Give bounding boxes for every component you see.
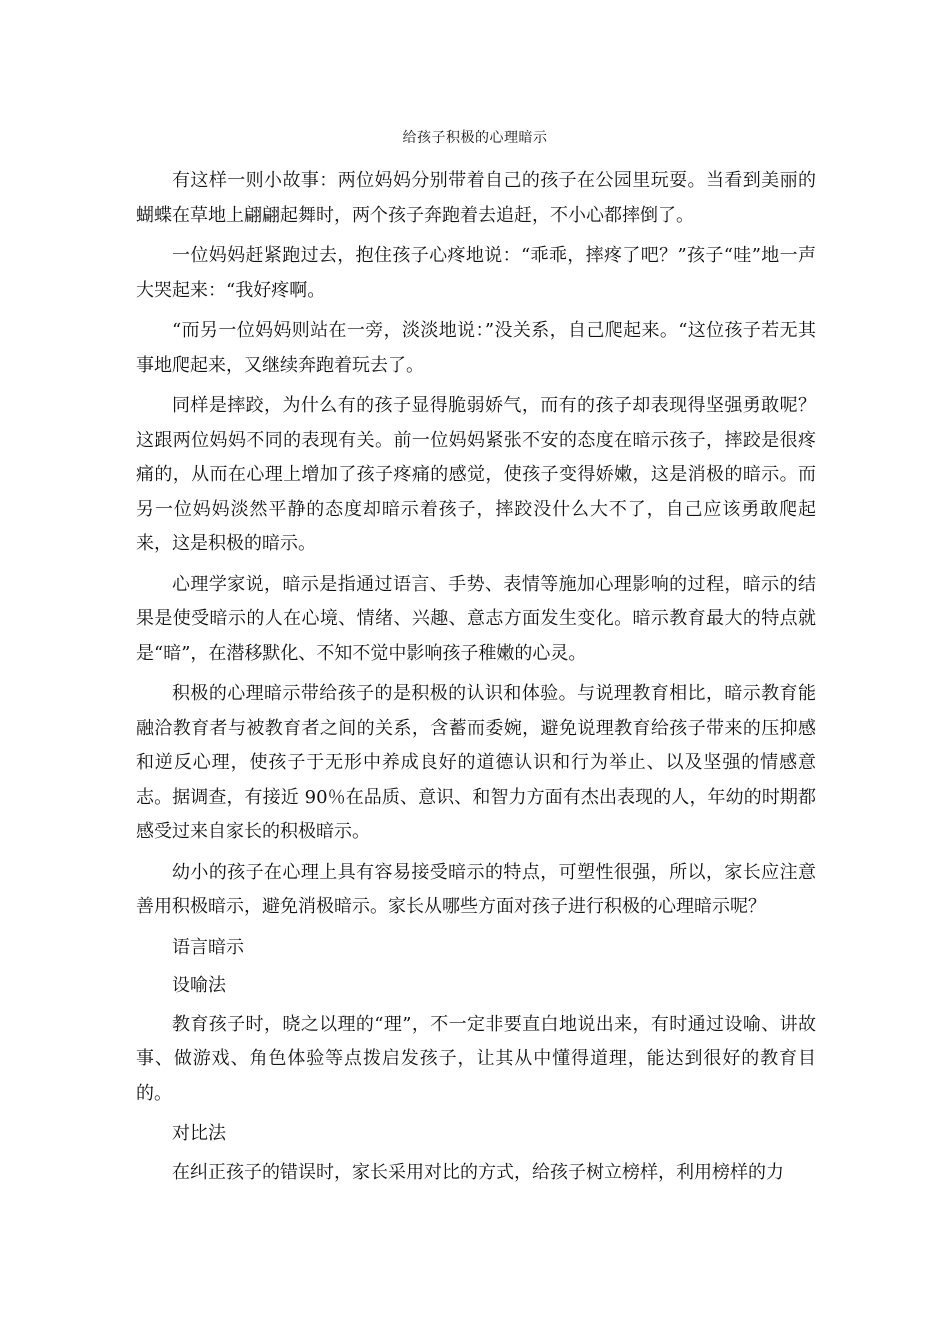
paragraph-second-mother: “而另一位妈妈则站在一旁，淡淡地说：”没关系，自己爬起来。“这位孩子若无其事地爬起来，又继续奔跑着玩去了。 <box>136 320 816 376</box>
paragraph-story-intro: 有这样一则小故事：两位妈妈分别带着自己的孩子在公园里玩耍。当看到美丽的蝴蝶在草地上翩翩起舞时，两个孩子奔跑着去追赶，不小心都摔倒了。 <box>136 170 816 226</box>
subsection-heading-metaphor: 设喻法 <box>172 975 226 996</box>
paragraph-positive-suggestion: 积极的心理暗示带给孩子的是积极的认识和体验。与说理教育相比，暗示教育能融洽教育者与被教育者之间的关系，含蓄而委婉，避免说理教育给孩子带来的压抑感和逆反心理，使孩子于无形中养成良好的道德认识和行为举止、以及坚强的情感意志。据调查，有接近 90％在品质、意识、和智力方面有杰出表现的人，年幼的时期都感受过来自家长的积极暗示。 <box>136 683 816 842</box>
paragraph-comparison: 同样是摔跤，为什么有的孩子显得脆弱娇气，而有的孩子却表现得坚强勇敢呢？这跟两位妈妈不同的表现有关。前一位妈妈紧张不安的态度在暗示孩子，摔跤是很疼痛的，从而在心理上增加了孩子疼痛的感觉，使孩子变得娇嫩，这是消极的暗示。而另一位妈妈淡然平静的态度却暗示着孩子，摔跤没什么大不了，自己应该勇敢爬起来，这是积极的暗示。 <box>136 395 816 554</box>
paragraph-contrast: 在纠正孩子的错误时，家长采用对比的方式，给孩子树立榜样，利用榜样的力 <box>172 1161 784 1183</box>
paragraph-young-children: 幼小的孩子在心理上具有容易接受暗示的特点，可塑性很强，所以，家长应注意善用积极暗示，避免消极暗示。家长从哪些方面对孩子进行积极的心理暗示呢？ <box>136 861 816 917</box>
paragraph-metaphor: 教育孩子时，晓之以理的“理”，不一定非要直白地说出来，有时通过设喻、讲故事、做游戏、角色体验等点拨启发孩子，让其从中懂得道理，能达到很好的教育目的。 <box>136 1013 816 1104</box>
section-heading-language: 语言暗示 <box>172 936 244 958</box>
subsection-heading-contrast: 对比法 <box>172 1123 226 1144</box>
paragraph-first-mother: 一位妈妈赶紧跑过去，抱住孩子心疼地说：“乖乖，摔疼了吧？”孩子“哇”地一声大哭起来：“我好疼啊。 <box>136 245 816 301</box>
paragraph-psychologist: 心理学家说，暗示是指通过语言、手势、表情等施加心理影响的过程，暗示的结果是使受暗示的人在心境、情绪、兴趣、意志方面发生变化。暗示教育最大的特点就是“暗”，在潜移默化、不知不觉中影响孩子稚嫩的心灵。 <box>136 573 816 664</box>
document-title: 给孩子积极的心理暗示 <box>402 130 548 146</box>
document-body <box>136 164 816 1196</box>
